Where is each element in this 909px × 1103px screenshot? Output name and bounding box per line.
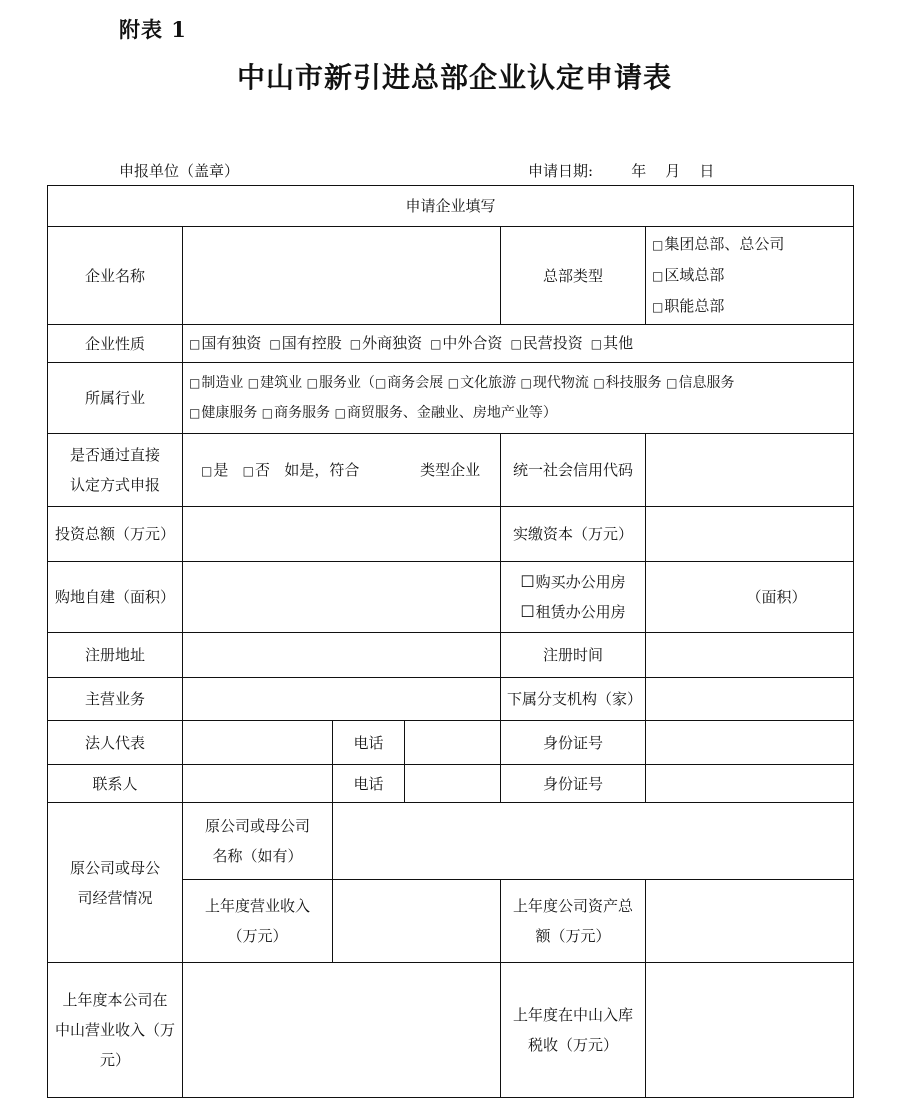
- paid-capital-label: 实缴资本（万元）: [501, 507, 646, 562]
- legal-rep-id-field[interactable]: [646, 721, 854, 765]
- contact-phone-label: 电话: [333, 765, 405, 803]
- industry-option[interactable]: □科技服务: [593, 375, 662, 391]
- checkbox-icon: □: [189, 376, 201, 390]
- contact-id-label: 身份证号: [501, 765, 646, 803]
- checkbox-icon: □: [374, 376, 387, 390]
- checkbox-icon: □: [666, 376, 678, 390]
- zs-tax-field[interactable]: [646, 963, 854, 1098]
- industry-option[interactable]: □服务业（: [306, 375, 375, 391]
- legal-rep-phone-field[interactable]: [405, 721, 501, 765]
- checkbox-icon: □: [652, 300, 664, 314]
- checkbox-icon: □: [261, 406, 274, 420]
- application-form-table: [47, 185, 854, 1098]
- reg-time-field[interactable]: [646, 633, 854, 678]
- checkbox-icon: □: [652, 238, 664, 252]
- parent-revenue-label: 上年度营业收入 （万元）: [183, 880, 333, 963]
- direct-recognition-field: [183, 434, 501, 507]
- industry-label: 所属行业: [48, 363, 183, 434]
- checkbox-icon: ☐: [520, 602, 535, 621]
- paid-capital-field[interactable]: [646, 507, 854, 562]
- office-rent-option[interactable]: ☐租赁办公用房: [520, 602, 626, 621]
- industry-option[interactable]: □信息服务: [666, 375, 735, 391]
- nature-option[interactable]: □中外合资: [430, 334, 503, 352]
- industry-option[interactable]: □文化旅游: [447, 375, 517, 391]
- parent-name-label: 原公司或母公司 名称（如有）: [183, 803, 333, 880]
- checkbox-icon: □: [430, 337, 442, 351]
- hq-type-options: [646, 227, 854, 325]
- appendix-label: 附表 1: [119, 17, 187, 42]
- contact-label: 联系人: [48, 765, 183, 803]
- section-title: 申请企业填写: [48, 186, 854, 227]
- zs-revenue-field[interactable]: [183, 963, 501, 1098]
- office-buy-option[interactable]: ☐购买办公用房: [520, 572, 626, 591]
- checkbox-icon: □: [189, 337, 201, 351]
- applicant-unit-label: 申报单位（盖章）: [119, 162, 240, 180]
- checkbox-icon: □: [269, 337, 281, 351]
- parent-revenue-field[interactable]: [333, 880, 501, 963]
- legal-rep-id-label: 身份证号: [501, 721, 646, 765]
- land-field[interactable]: [183, 562, 501, 633]
- nature-label: 企业性质: [48, 325, 183, 363]
- investment-field[interactable]: [183, 507, 501, 562]
- industry-option[interactable]: □商务会展: [374, 375, 444, 391]
- checkbox-icon: □: [510, 337, 522, 351]
- checkbox-icon: □: [593, 376, 605, 390]
- parent-assets-field[interactable]: [646, 880, 854, 963]
- checkbox-icon: □: [447, 376, 460, 390]
- nature-option[interactable]: □其他: [590, 334, 634, 352]
- application-date-label: 申请日期: 年 月 日: [528, 162, 715, 180]
- checkbox-icon: □: [201, 463, 213, 478]
- investment-label: 投资总额（万元）: [48, 507, 183, 562]
- checkbox-icon: □: [590, 337, 603, 351]
- checkbox-icon: □: [334, 406, 346, 420]
- legal-rep-phone-label: 电话: [333, 721, 405, 765]
- direct-text-2: 类型企业: [420, 460, 481, 479]
- industry-options: [183, 363, 854, 434]
- checkbox-icon: □: [189, 406, 201, 420]
- parent-company-label: 原公司或母公 司经营情况: [48, 803, 183, 963]
- hq-option-regional[interactable]: □区域总部: [652, 266, 725, 284]
- contact-id-field[interactable]: [646, 765, 854, 803]
- contact-field[interactable]: [183, 765, 333, 803]
- hq-option-functional[interactable]: □职能总部: [652, 297, 725, 315]
- industry-option[interactable]: □健康服务: [189, 405, 258, 421]
- land-label: 购地自建（面积）: [48, 562, 183, 633]
- form-title: 中山市新引进总部企业认定申请表: [236, 61, 672, 94]
- reg-address-field[interactable]: [183, 633, 501, 678]
- nature-options: [183, 325, 854, 363]
- checkbox-icon: □: [349, 337, 362, 351]
- branches-field[interactable]: [646, 678, 854, 721]
- nature-option[interactable]: □民营投资: [510, 334, 583, 352]
- checkbox-icon: ☐: [520, 572, 535, 591]
- nature-option[interactable]: □国有独资: [189, 334, 262, 352]
- office-area-field[interactable]: （面积）: [646, 562, 854, 633]
- zs-tax-label: 上年度在中山入库 税收（万元）: [501, 963, 646, 1098]
- checkbox-icon: □: [247, 376, 260, 390]
- company-name-field[interactable]: [183, 227, 501, 325]
- direct-text-1: 如是，符合: [284, 460, 360, 479]
- checkbox-icon: □: [520, 376, 532, 390]
- direct-no-option[interactable]: □否: [242, 460, 271, 479]
- company-name-label: 企业名称: [48, 227, 183, 325]
- industry-option[interactable]: □现代物流: [520, 375, 589, 391]
- nature-option[interactable]: □外商独资: [349, 334, 423, 352]
- industry-option[interactable]: □商贸服务、金融业、房地产业等）: [334, 405, 557, 421]
- reg-time-label: 注册时间: [501, 633, 646, 678]
- industry-option[interactable]: □建筑业: [247, 375, 303, 391]
- credit-code-label: 统一社会信用代码: [501, 434, 646, 507]
- reg-address-label: 注册地址: [48, 633, 183, 678]
- checkbox-icon: □: [306, 376, 318, 390]
- main-business-label: 主营业务: [48, 678, 183, 721]
- legal-rep-field[interactable]: [183, 721, 333, 765]
- parent-name-field[interactable]: [333, 803, 854, 880]
- hq-option-group[interactable]: □集团总部、总公司: [652, 235, 785, 253]
- parent-assets-label: 上年度公司资产总 额（万元）: [501, 880, 646, 963]
- legal-rep-label: 法人代表: [48, 721, 183, 765]
- zs-revenue-label: 上年度本公司在 中山营业收入（万 元）: [48, 963, 183, 1098]
- direct-recognition-label: 是否通过直接 认定方式申报: [48, 434, 183, 507]
- main-business-field[interactable]: [183, 678, 501, 721]
- checkbox-icon: □: [242, 463, 255, 478]
- office-options: [501, 562, 646, 633]
- checkbox-icon: □: [652, 269, 664, 283]
- contact-phone-field[interactable]: [405, 765, 501, 803]
- nature-option[interactable]: □国有控股: [269, 334, 342, 352]
- direct-yes-option[interactable]: □是: [201, 460, 229, 479]
- credit-code-field[interactable]: [646, 434, 854, 507]
- branches-label: 下属分支机构（家）: [501, 678, 646, 721]
- hq-type-label: 总部类型: [501, 227, 646, 325]
- industry-option[interactable]: □商务服务: [261, 405, 331, 421]
- industry-option[interactable]: □制造业: [189, 375, 244, 391]
